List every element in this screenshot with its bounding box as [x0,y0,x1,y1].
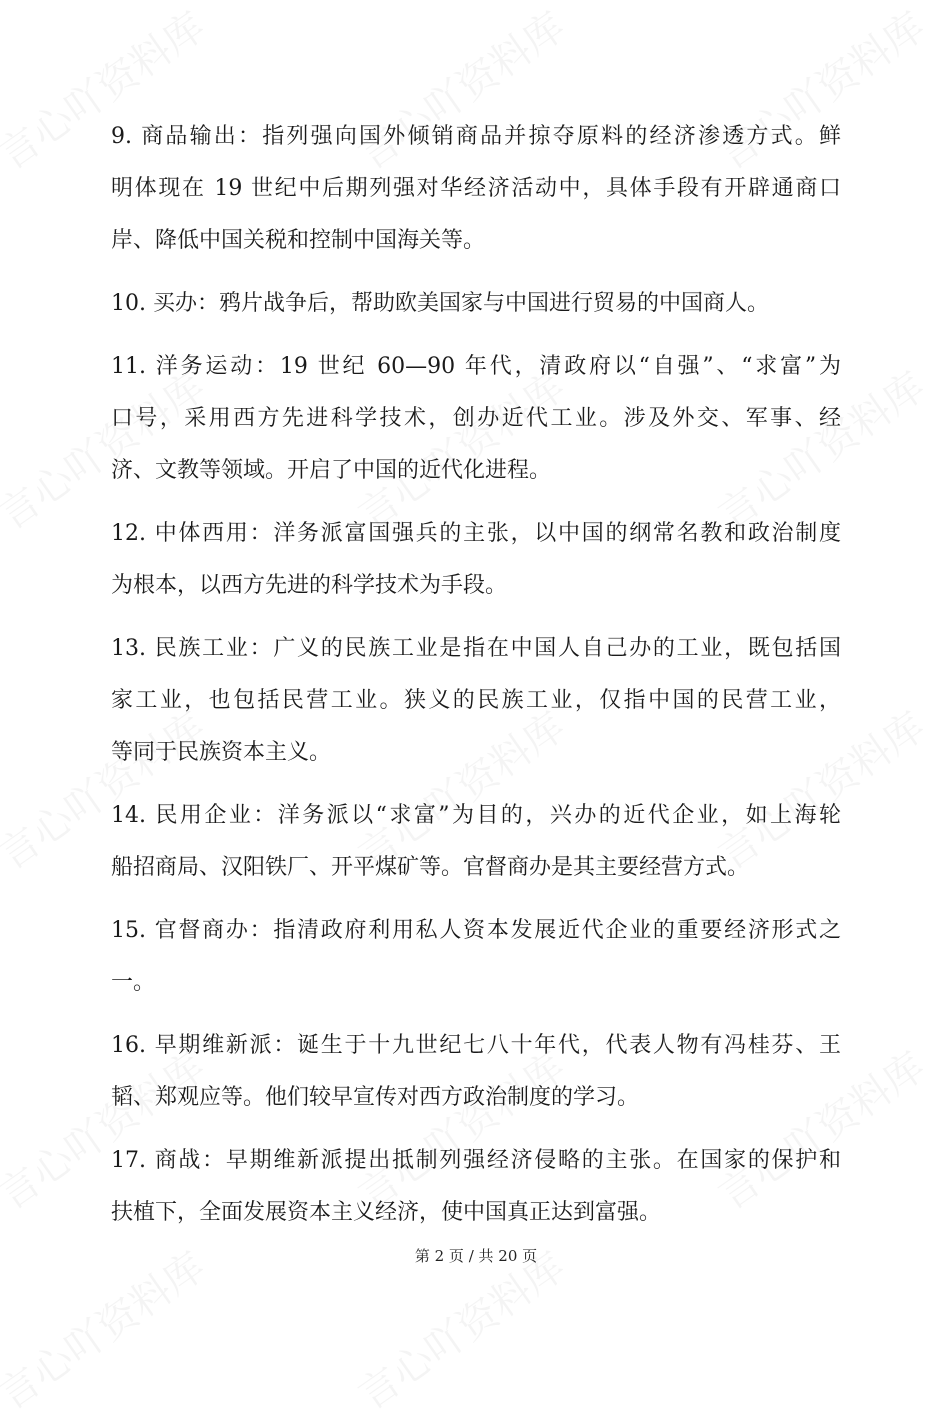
text-line: 10. 买办：鸦片战争后，帮助欧美国家与中国进行贸易的中国商人。 [111,291,769,316]
text-line: 明体现在 19 世纪中后期列强对华经济活动中，具体手段有开辟通商口 [111,176,841,201]
page-footer: 第 2 页 / 共 20 页 [414,1247,538,1265]
text-line: 一。 [111,970,156,995]
definition-paragraph [111,351,841,507]
text-line: 15. 官督商办：指清政府利用私人资本发展近代企业的重要经济形式之 [111,918,841,943]
definition-paragraph [111,121,841,277]
text-line: 扶植下，全面发展资本主义经济，使中国真正达到富强。 [111,1200,662,1225]
text-line: 12. 中体西用：洋务派富国强兵的主张，以中国的纲常名教和政治制度 [111,521,841,546]
definition-paragraph [111,1145,841,1249]
text-line: 船招商局、汉阳铁厂、开平煤矿等。官督商办是其主要经营方式。 [111,855,750,880]
text-line: 济、文教等领域。开启了中国的近代化进程。 [111,458,552,483]
text-line: 等同于民族资本主义。 [111,740,332,765]
text-line: 16. 早期维新派：诞生于十九世纪七八十年代，代表人物有冯桂芬、王 [111,1033,841,1058]
text-line: 家工业，也包括民营工业。狭义的民族工业，仅指中国的民营工业， [111,688,841,713]
text-line: 9. 商品输出：指列强向国外倾销商品并掠夺原料的经济渗透方式。鲜 [111,124,841,149]
definition-paragraph [111,1030,841,1134]
document-body [111,121,841,1260]
definition-paragraph [111,518,841,622]
definition-paragraph [111,915,841,1019]
definition-paragraph [111,800,841,904]
definition-paragraph [111,288,841,340]
text-line: 13. 民族工业：广义的民族工业是指在中国人自己办的工业，既包括国 [111,636,841,661]
text-line: 为根本，以西方先进的科学技术为手段。 [111,573,508,598]
definition-paragraph [111,633,841,789]
text-line: 岸、降低中国关税和控制中国海关等。 [111,228,486,253]
text-line: 口号，采用西方先进科学技术，创办近代工业。涉及外交、军事、经 [111,406,841,431]
text-line: 11. 洋务运动：19 世纪 60—90 年代，清政府以“自强”、“求富”为 [111,354,841,379]
text-line: 韬、郑观应等。他们较早宣传对西方政治制度的学习。 [111,1085,640,1110]
text-line: 14. 民用企业：洋务派以“求富”为目的，兴办的近代企业，如上海轮 [111,803,841,828]
text-line: 17. 商战：早期维新派提出抵制列强经济侵略的主张。在国家的保护和 [111,1148,841,1173]
